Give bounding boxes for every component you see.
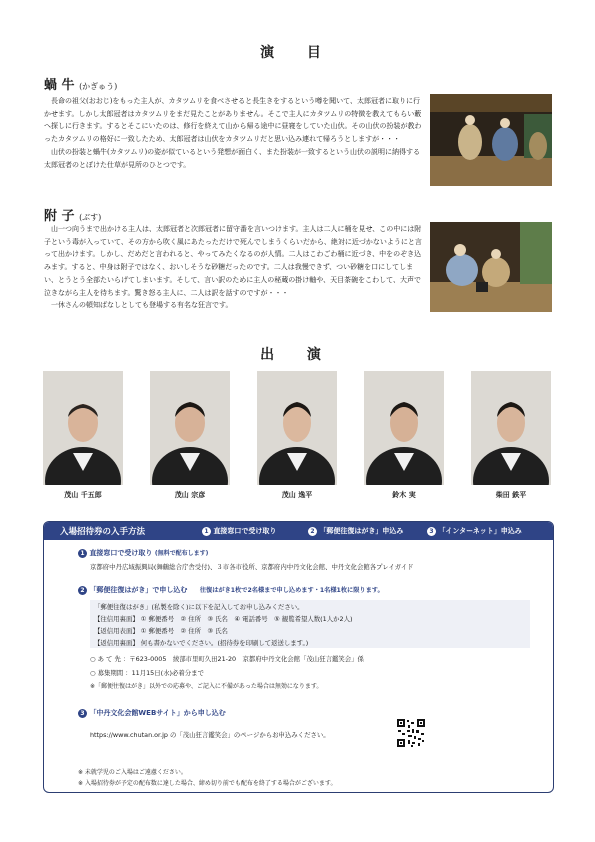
cast-portrait-1 xyxy=(43,371,123,485)
method3-heading xyxy=(78,708,226,718)
play-paragraph: 一休さんの頓知ばなしとしても登場する有名な狂言です。 xyxy=(51,301,233,310)
method3-detail: https://www.chutan.or.jp の「茂山狂言鑑笑会」のページからお申込みください。 xyxy=(90,731,330,739)
play-description-kagyu xyxy=(44,95,422,171)
method3-title: 「中丹文化会館WEBサイト」から申し込む xyxy=(89,709,226,717)
cast-name-3: 茂山 逸平 xyxy=(281,490,313,499)
ticket-tab-label: 直接窓口で受け取り xyxy=(213,527,277,535)
ticket-tab-label: 「郵便往復はがき」申込み xyxy=(319,527,404,535)
note-2: ※ 入場招待券が予定の配布数に達した場合、締め切り前でも配布を終了する場合がございます。 xyxy=(78,780,337,787)
method2-line-3: 【返信用表面】 ① 郵便番号 ② 住所 ③ 氏名 xyxy=(94,627,228,635)
play-paragraph: 長命の祖父(おおじ)をもった主人が、カタツムリを食べさせると長生きをするという噂を聞いて、太郎冠者に取りに行かせます。しかし太郎冠者はカタツムリをまだ見たことがありません。そこで主人にカタツムリの特徴を教えてもらい藪へ探しに行きます。するとそこにいたのは、修行を終えて山から帰る途中に昼寝をしていた山伏。その山伏の扮装が教わったカタツムリの格好に一致したため、太郎冠者は山伏をカタツムリだと思い込み連れて帰ろうとしますが・・・ xyxy=(44,97,422,144)
method2-deadline: ○ 募集期間 ：11月15日(水)必着分まで xyxy=(90,669,204,677)
cast-name-2: 茂山 宗彦 xyxy=(174,490,206,499)
cast-portrait-3 xyxy=(257,371,337,485)
program-heading: 演 目 xyxy=(260,45,335,61)
method1-title: 直接窓口で受け取り xyxy=(89,549,153,557)
cast-name-5: 柴田 鉄平 xyxy=(495,490,527,499)
number-badge: 3 xyxy=(78,709,87,718)
ticket-tab-label: 「インターネット」申込み xyxy=(438,527,522,535)
method2-warning: ※「郵便往復はがき」以外での応募や、ご記入に不備があった場合は無効になります。 xyxy=(90,683,323,690)
play-title-text: 蝸 牛 xyxy=(44,78,75,93)
number-badge: 1 xyxy=(202,527,211,536)
method2-address: ○ あ て 先 ：〒623-0005 綾部市里町久田21-20 京都府中丹文化会館「茂山狂言鑑笑会」係 xyxy=(90,655,364,663)
play-reading: (かぎゅう) xyxy=(79,82,118,91)
ticket-info-title: 入場招待券の入手方法 xyxy=(60,527,146,537)
play-title-busu xyxy=(44,205,101,224)
number-badge: 1 xyxy=(78,549,87,558)
play-description-busu xyxy=(44,223,422,312)
ticket-tab-3 xyxy=(427,526,522,536)
cast-portrait-4 xyxy=(364,371,444,485)
number-badge: 3 xyxy=(427,527,436,536)
ticket-info-header xyxy=(44,522,553,540)
play-paragraph: 山一つ向うまで出かける主人は、太郎冠者と次郎冠者に留守番を言いつけます。主人は二人に桶を見せ、この中には附子という毒が入っていて、その方から吹く風にあたっただけで死んでしまうくらいだから、絶対に近づかないようにと言って出かけます。しかし、だめだと言われると、やってみたくなるのが人情。二人はこわごわ桶に近づき、中をのぞき込みます。すると、中身は附子ではなく、おいしそうな砂糖だったのです。二人は我慢できず、つい砂糖を口にしてしまい、とうとう全部たいらげてしまいます。そして、言い訳のために主人の秘蔵の掛け軸や、天目茶碗をこわして、大声で泣きながら主人を待ちます。驚き怒る主人に、二人は訳を話すのですが・・・ xyxy=(44,225,422,297)
play-title-kagyu xyxy=(44,74,117,93)
method2-heading xyxy=(78,585,384,596)
method2-note: 往復はがき1枚で2名様まで申し込めます・1名様1枚に限ります。 xyxy=(199,587,384,594)
ticket-tab-2 xyxy=(308,526,403,536)
kagyu-stage-photo xyxy=(430,94,552,186)
play-title-text: 附 子 xyxy=(44,209,75,224)
ticket-info-box xyxy=(43,521,554,793)
number-badge: 2 xyxy=(308,527,317,536)
cast-portrait-5 xyxy=(471,371,551,485)
note-1: ※ 未就学児のご入場はご遠慮ください。 xyxy=(78,769,187,776)
cast-heading: 出 演 xyxy=(260,347,335,363)
method2-title: 「郵便往復はがき」で申し込む xyxy=(89,586,188,594)
busu-stage-photo xyxy=(430,222,552,312)
qr-code-icon[interactable] xyxy=(396,718,426,748)
play-paragraph: 山伏の扮装と蝸牛(カタツムリ)の姿が似ているという発想が面白く、また扮装が一致するという山伏の説明に納得する太郎冠者のとぼけた仕草が見所のひとつです。 xyxy=(44,147,421,169)
play-reading: (ぶす) xyxy=(79,213,102,222)
method1-detail: 京都府中丹広域振興局(舞鶴総合庁舎受付)、３市各市役所、京都府内中丹文化会館、中丹文化会館各プレイガイド xyxy=(90,563,414,571)
method1-heading xyxy=(78,548,208,559)
ticket-tab-1 xyxy=(202,526,276,536)
method2-line-2: 【往信用裏面】 ① 郵便番号 ② 住所 ③ 氏名 ④ 電話番号 ⑤ 観覧希望人数(1人か2人) xyxy=(94,615,353,623)
cast-name-1: 茂山 千五郎 xyxy=(64,490,102,499)
method1-note: (無料で配布します) xyxy=(154,550,209,557)
cast-name-4: 鈴木 実 xyxy=(392,490,416,499)
method2-line-4: 【返信用裏面】 何も書かないでください。(招待券を印刷して返送します。) xyxy=(94,639,309,647)
method2-line-1: 「郵便往復はがき」(私製を除く)に以下を記入してお申し込みください。 xyxy=(94,603,304,611)
cast-portrait-2 xyxy=(150,371,230,485)
number-badge: 2 xyxy=(78,586,87,595)
